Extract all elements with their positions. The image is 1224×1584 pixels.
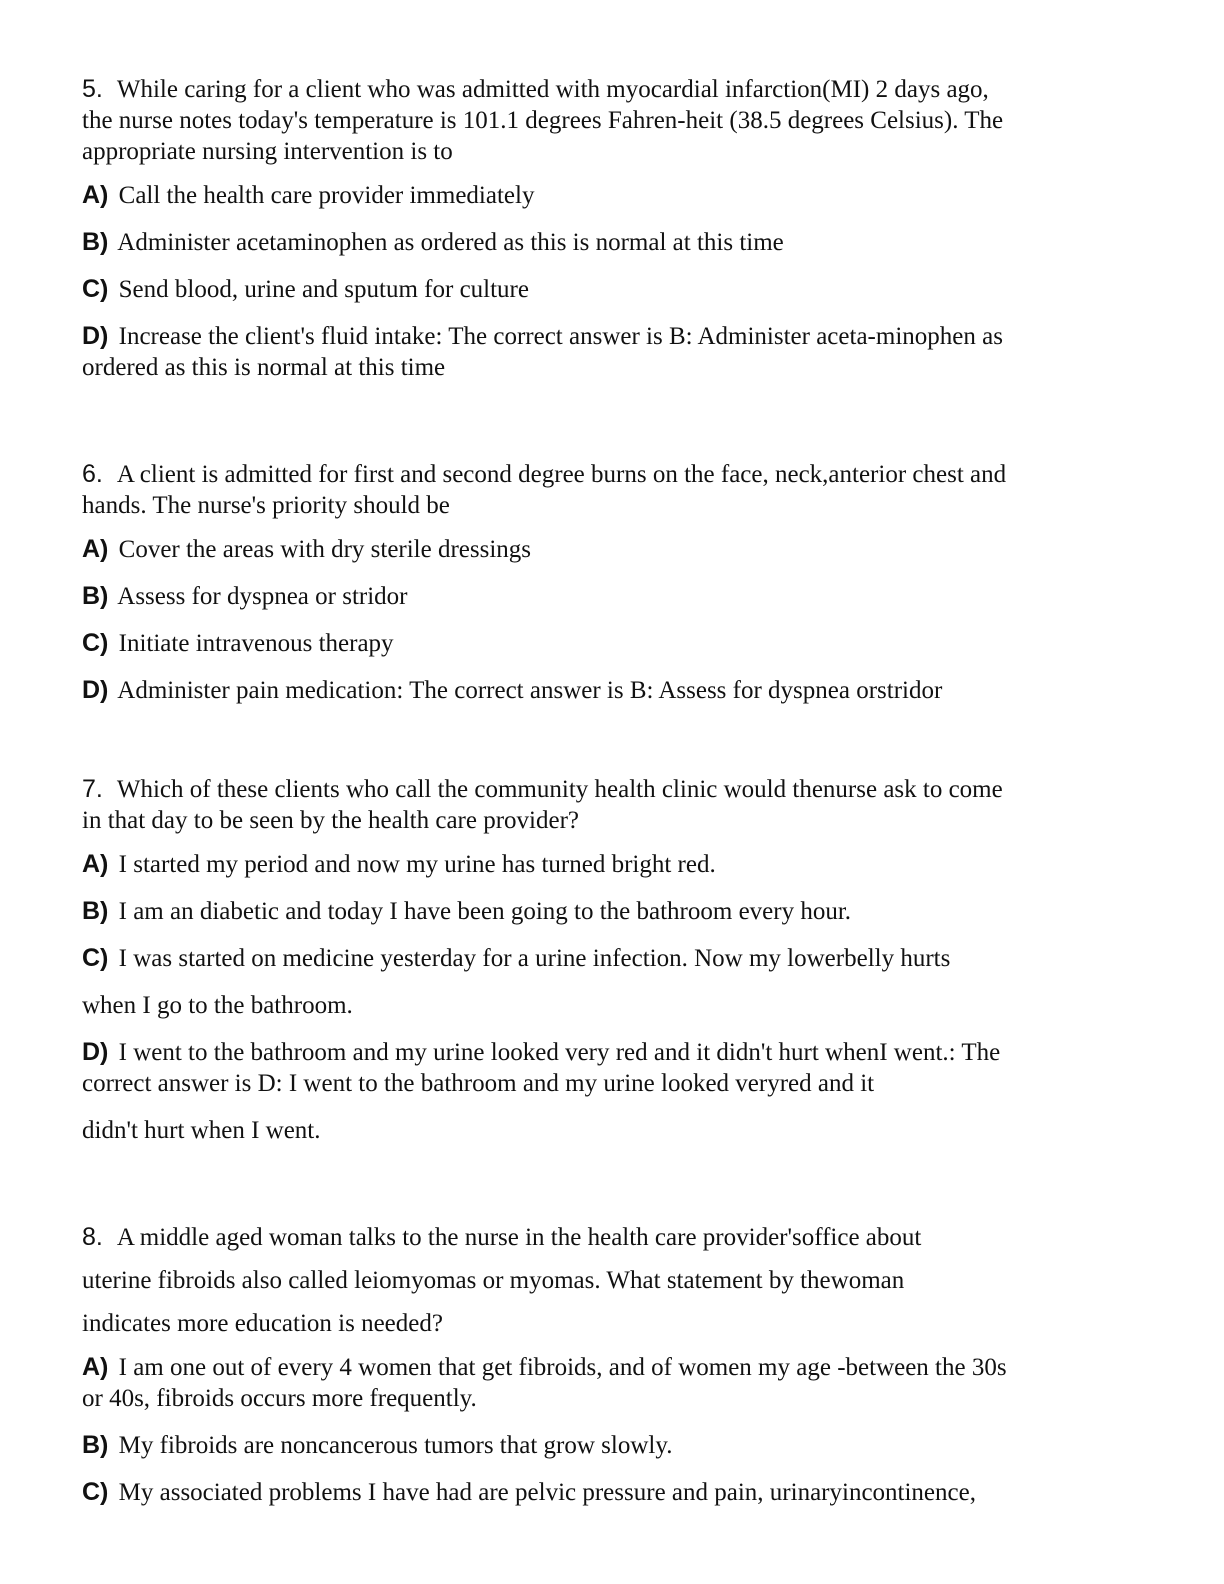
option-letter: A) — [82, 850, 109, 878]
option-letter: D) — [82, 322, 109, 350]
option-text: Cover the areas with dry sterile dressings — [118, 536, 532, 563]
option-d — [82, 675, 1122, 706]
question-stem — [82, 1222, 1122, 1253]
option-letter: B) — [82, 228, 109, 256]
stem-line: the nurse notes today's temperature is 101.1 degrees Fahren-heit (38.5 degrees Celsius). The — [82, 107, 1004, 134]
option-letter: D) — [82, 1038, 109, 1066]
option-c — [82, 628, 1122, 659]
option-text: I started my period and now my urine has turned bright red. — [118, 851, 716, 878]
option-a — [82, 534, 1122, 565]
option-d — [82, 1037, 1122, 1099]
option-text: correct answer is D: I went to the bathroom and my urine looked veryred and it — [82, 1070, 875, 1097]
option-b — [82, 896, 1122, 927]
option-letter: C) — [82, 1478, 109, 1506]
option-b — [82, 227, 1122, 258]
spacer — [82, 1162, 1122, 1222]
question-stem — [82, 74, 1122, 167]
stem-line: Which of these clients who call the community health clinic would thenurse ask to come — [116, 776, 1003, 803]
stem-line: uterine fibroids also called leiomyomas or myomas. What statement by thewoman — [82, 1267, 905, 1294]
option-letter: A) — [82, 535, 109, 563]
option-b — [82, 1430, 1122, 1461]
stem-line: A middle aged woman talks to the nurse in the health care provider'soffice about — [116, 1224, 922, 1251]
option-text: didn't hurt when I went. — [82, 1117, 321, 1144]
option-text: I was started on medicine yesterday for a urine infection. Now my lowerbelly hurts — [118, 945, 951, 972]
option-b — [82, 581, 1122, 612]
spacer — [82, 722, 1122, 774]
question-number: 7. — [82, 775, 103, 803]
option-letter: B) — [82, 1431, 109, 1459]
option-text: Increase the client's fluid intake: The correct answer is B: Administer aceta-minophen as — [118, 323, 1003, 350]
question-5 — [82, 74, 1122, 383]
option-text: I am one out of every 4 women that get fibroids, and of women my age -between the 30s — [118, 1354, 1007, 1381]
option-continuation — [82, 990, 1122, 1021]
option-text: ordered as this is normal at this time — [82, 354, 446, 381]
option-d — [82, 321, 1122, 383]
option-text: I went to the bathroom and my urine looked very red and it didn't hurt whenI went.: The — [118, 1039, 1001, 1066]
option-text: or 40s, fibroids occurs more frequently. — [82, 1385, 477, 1412]
document-page — [82, 74, 1122, 1524]
stem-line: hands. The nurse's priority should be — [82, 492, 450, 519]
option-text: Assess for dyspnea or stridor — [117, 583, 408, 610]
question-stem-continued — [82, 1308, 1122, 1339]
spacer — [82, 399, 1122, 459]
question-8 — [82, 1222, 1122, 1508]
option-text: Send blood, urine and sputum for culture — [118, 276, 529, 303]
question-stem — [82, 459, 1122, 521]
option-continuation — [82, 1115, 1122, 1146]
question-number: 5. — [82, 75, 103, 103]
option-a — [82, 849, 1122, 880]
question-7 — [82, 774, 1122, 1146]
stem-line: appropriate nursing intervention is to — [82, 138, 453, 165]
option-text: when I go to the bathroom. — [82, 992, 353, 1019]
option-letter: D) — [82, 676, 109, 704]
option-text: Administer acetaminophen as ordered as this is normal at this time — [117, 229, 784, 256]
option-text: Call the health care provider immediately — [118, 182, 535, 209]
question-number: 6. — [82, 460, 103, 488]
question-6 — [82, 459, 1122, 706]
option-text: My fibroids are noncancerous tumors that grow slowly. — [118, 1432, 673, 1459]
option-letter: B) — [82, 582, 109, 610]
stem-line: While caring for a client who was admitted with myocardial infarction(MI) 2 days ago, — [116, 76, 989, 103]
option-letter: A) — [82, 181, 109, 209]
option-c — [82, 274, 1122, 305]
option-letter: C) — [82, 944, 109, 972]
stem-line: in that day to be seen by the health care provider? — [82, 807, 580, 834]
question-number: 8. — [82, 1223, 103, 1251]
question-stem — [82, 774, 1122, 836]
stem-line: A client is admitted for first and second degree burns on the face, neck,anterior chest and — [116, 461, 1007, 488]
option-letter: B) — [82, 897, 109, 925]
question-stem-continued — [82, 1265, 1122, 1296]
option-a — [82, 1352, 1122, 1414]
option-letter: C) — [82, 275, 109, 303]
option-letter: A) — [82, 1353, 109, 1381]
option-text: Initiate intravenous therapy — [118, 630, 394, 657]
option-c — [82, 943, 1122, 974]
option-text: I am an diabetic and today I have been going to the bathroom every hour. — [118, 898, 852, 925]
option-a — [82, 180, 1122, 211]
option-text: My associated problems I have had are pelvic pressure and pain, urinaryincontinence, — [118, 1479, 976, 1506]
option-text: Administer pain medication: The correct answer is B: Assess for dyspnea orstridor — [117, 677, 943, 704]
option-c — [82, 1477, 1122, 1508]
stem-line: indicates more education is needed? — [82, 1310, 443, 1337]
option-letter: C) — [82, 629, 109, 657]
